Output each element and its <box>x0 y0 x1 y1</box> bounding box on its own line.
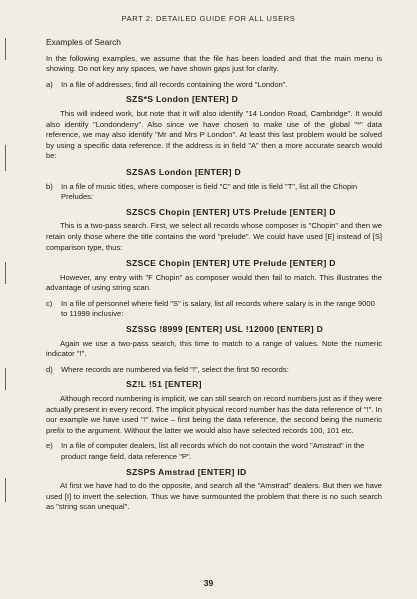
example-label: c) <box>46 298 53 308</box>
example-text: In a file of addresses, find all records containing the word "London". <box>61 79 288 89</box>
example-text: In a file of personnel where field "S" is salary, list all records where salary is in the range 9000 to 11999 inclusive: <box>61 298 375 319</box>
example-text: In a file of music titles, where composer is field "C" and title is field "T", list all the Chopin Preludes: <box>61 181 358 202</box>
example-label: b) <box>46 181 53 191</box>
example-text: In a file of computer dealers, list all records which do not contain the word "Amstrad" in the product range field, data reference "P". <box>61 441 365 461</box>
command-line: SZSPS Amstrad [ENTER] ID <box>126 466 247 477</box>
example-c <box>46 299 382 320</box>
command-line: SZ!L !51 [ENTER] <box>126 379 202 390</box>
example-text: Where records are numbered via field "!", select the first 50 records: <box>61 364 289 374</box>
example-b <box>46 182 382 203</box>
main-content <box>46 37 382 518</box>
command-line: SZSCS Chopin [ENTER] UTS Prelude [ENTER] D <box>126 206 336 217</box>
running-header: PART 2: DETAILED GUIDE FOR ALL USERS <box>121 14 296 23</box>
page-number: 39 <box>203 578 214 588</box>
command-line: SZSAS London [ENTER] D <box>126 166 241 177</box>
binder-mark <box>5 368 6 390</box>
paragraph: At first we have had to do the opposite, and search all the "Amstrad" dealers. But then we have used [I] to invert the selection. Thus we have surmounted the problem that there is no such search as "string scan unequal". <box>46 481 382 512</box>
binder-mark <box>5 478 6 502</box>
example-e <box>46 441 382 462</box>
paragraph: However, any entry with "F Chopin" as composer would then fail to match. This illustrates the advantage of using string scan. <box>46 272 382 293</box>
example-d <box>46 365 382 376</box>
example-label: e) <box>46 441 53 451</box>
command-line: SZSCE Chopin [ENTER] UTE Prelude [ENTER] D <box>126 258 336 269</box>
command-line: SZS*S London [ENTER] D <box>126 94 239 105</box>
binder-mark <box>5 145 6 171</box>
paragraph: This will indeed work, but note that it will also identify "14 London Road, Cambridge". It would also identify "Londonderry". Also since we have chosen to make use of the global "*" data reference, we may also identify "Mr and Mrs P London". At least this last problem would be solved by using a specific data reference. If the address is in field "A" then a more accurate search would be: <box>46 108 382 161</box>
binder-mark <box>5 38 6 60</box>
paragraph: Although record numbering is implicit, we can still search on record numbers just as if they were actually present in every record. The implicit physical record number has the data reference of "!". In our example we have used "!" twice – first being the data reference, the second being the numeric prefix to the argument. Without the latter we would also have selected records 100, 101 etc. <box>46 394 382 435</box>
example-a <box>46 80 382 91</box>
section-title: Examples of Search <box>46 37 121 47</box>
paragraph: This is a two-pass search. First, we select all records whose composer is "Chopin" and then we retain only those where the title contains the word "prelude". We could have used [E] instead of [S] comparison type, thus: <box>46 221 382 252</box>
paragraph: Again we use a two-pass search, this time to match to a range of values. Note the numeric indicator "!". <box>46 338 382 359</box>
example-label: d) <box>46 364 53 374</box>
example-label: a) <box>46 79 53 89</box>
binder-mark <box>5 262 6 284</box>
command-line: SZSSG !8999 [ENTER] USL !12000 [ENTER] D <box>126 324 324 335</box>
intro-paragraph: In the following examples, we assume that the file has been loaded and that the main menu is showing. Do not key any spaces, we have shown gaps just for clarity. <box>46 53 382 74</box>
